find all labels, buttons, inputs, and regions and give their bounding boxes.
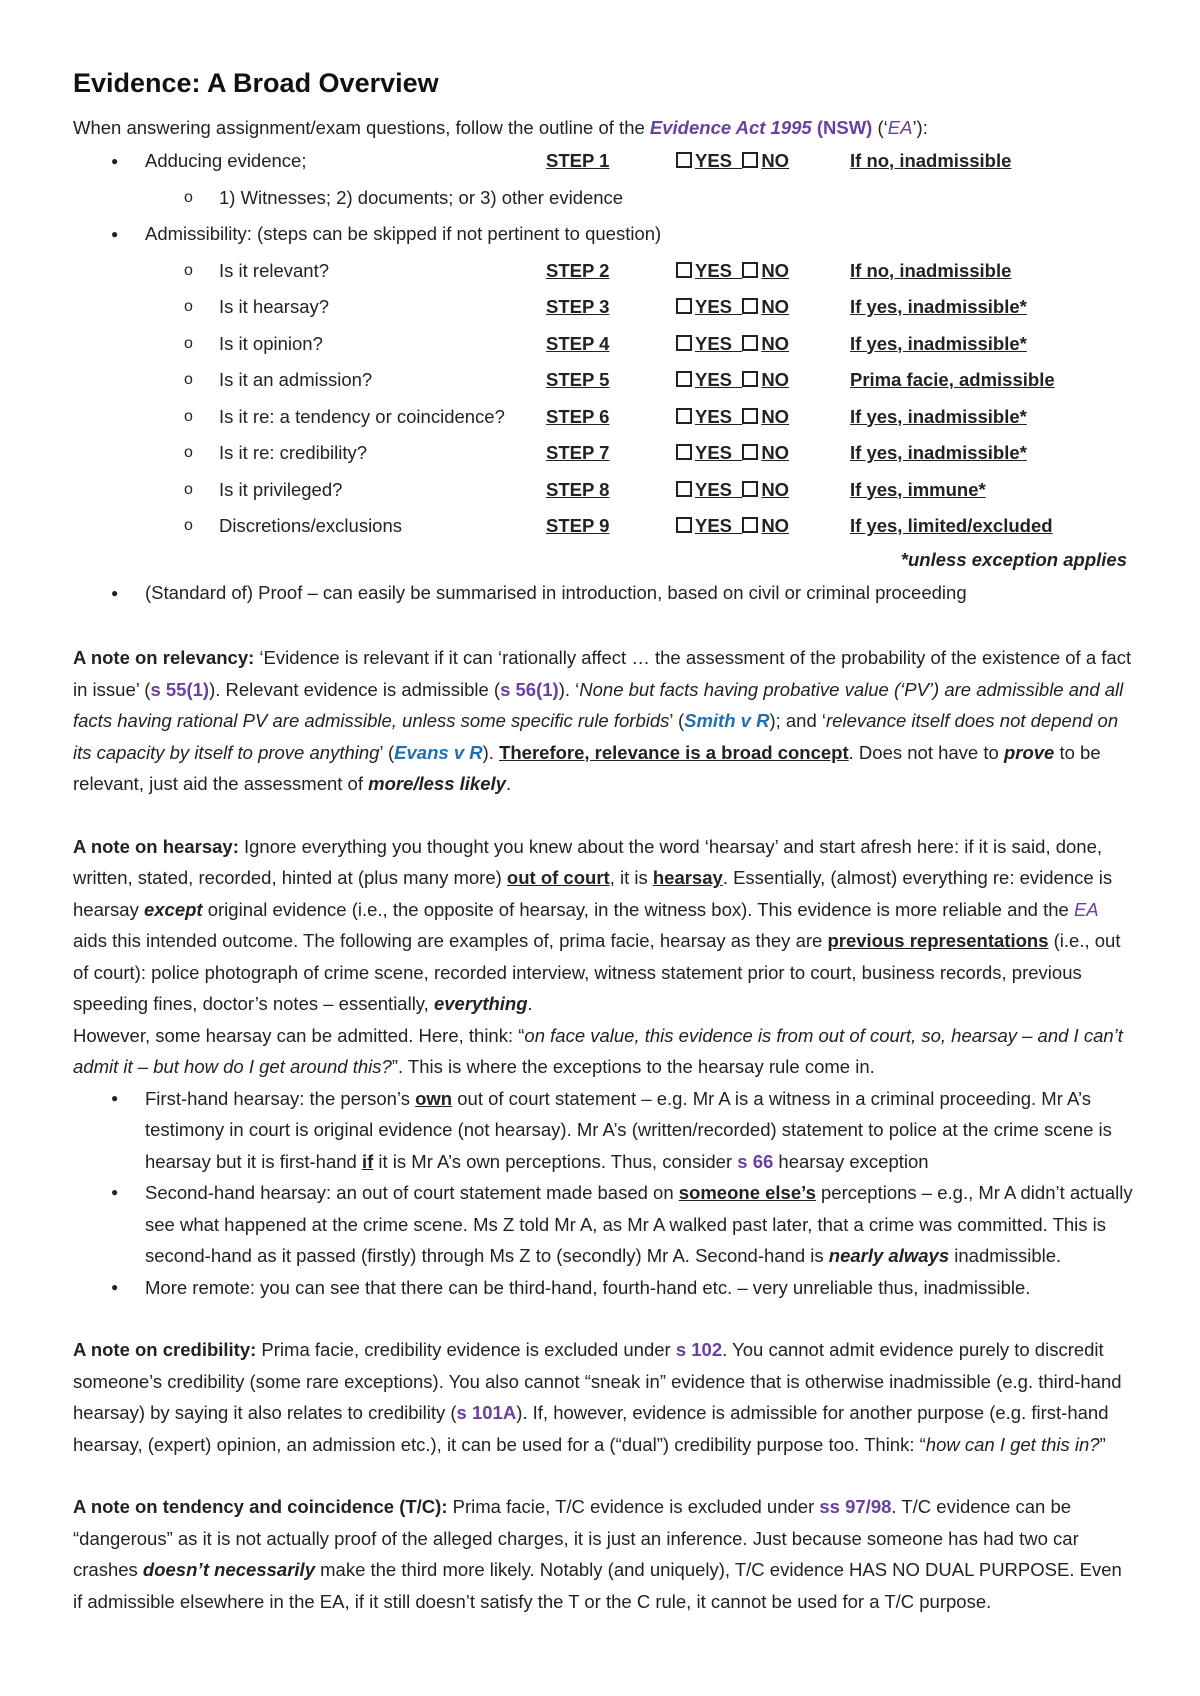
step-label: Is it opinion? xyxy=(219,332,323,354)
step-number: STEP 4 xyxy=(546,332,610,354)
no-checkbox[interactable] xyxy=(742,444,758,460)
section-ref: s 55(1) xyxy=(150,678,210,700)
sub-bullet: o xyxy=(184,444,193,461)
step-number: STEP 2 xyxy=(546,259,610,281)
step-number: STEP 1 xyxy=(546,150,610,171)
text: it is Mr A’s own perceptions. Thus, consider xyxy=(373,1150,738,1172)
emphasis: more/less likely xyxy=(368,773,506,794)
intro-text: ’): xyxy=(912,117,928,138)
step-row-7 xyxy=(73,435,1133,472)
text: . xyxy=(505,773,512,794)
list-item xyxy=(73,1177,1133,1272)
step-label: Is it re: a tendency or coincidence? xyxy=(219,405,505,427)
yes-checkbox[interactable] xyxy=(676,262,692,278)
quote: relevance itself does not depend on its capacity by itself to prove anything xyxy=(73,710,1119,763)
yes-no-checkboxes xyxy=(676,253,789,290)
bullet-dot: ● xyxy=(111,1090,119,1105)
bullet-dot: ● xyxy=(111,227,119,241)
no-checkbox[interactable] xyxy=(742,517,758,533)
no-checkbox[interactable] xyxy=(742,335,758,351)
text: ’ ( xyxy=(669,710,685,731)
text: More remote: you can see that there can be third-hand, fourth-hand etc. – very unreliable thus, inadmissible. xyxy=(145,1276,1031,1298)
text: Ignore everything you thought you knew about the word ‘hearsay’ and start afresh here: if it is said, done, written, stated, recorded, hinted at (plus many more) xyxy=(73,835,1103,888)
step-label: Is it an admission? xyxy=(219,369,373,390)
emphasis: Therefore, relevance is a broad concept xyxy=(499,741,849,763)
step-row-9 xyxy=(73,508,1133,545)
emphasis: someone else’s xyxy=(678,1182,816,1203)
text: to be relevant, just aid the assessment of xyxy=(73,741,1101,794)
list-item xyxy=(73,1272,1133,1304)
section-ref: ss 97/98 xyxy=(819,1496,892,1517)
emphasis: previous representations xyxy=(827,930,1049,951)
sub-bullet: o xyxy=(184,188,193,206)
text: However, some hearsay can be admitted. Here, think: “ xyxy=(73,1024,525,1046)
yes-no-checkboxes xyxy=(676,508,789,545)
step-result: If no, inadmissible xyxy=(850,150,1012,171)
step-result: If yes, inadmissible* xyxy=(850,332,1027,354)
step-row-5 xyxy=(73,362,1133,399)
emphasis: nearly always xyxy=(828,1245,950,1266)
emphasis: hearsay xyxy=(652,867,723,888)
relevancy-paragraph xyxy=(73,642,1133,800)
text: ). If, however, evidence is admissible for another purpose (e.g. first-hand hearsay, (expert) opinion, an admission etc.), it can be used for a (“dual”) credibility purpose too. Think: “ xyxy=(73,1402,1109,1455)
text: ). ‘ xyxy=(558,678,580,700)
yes-label: YES xyxy=(695,442,733,463)
no-checkbox[interactable] xyxy=(742,152,758,168)
quote: how can I get this in? xyxy=(925,1433,1100,1455)
text: , it is xyxy=(609,867,653,888)
step-label: Is it hearsay? xyxy=(219,296,330,317)
step-label: Is it relevant? xyxy=(219,259,330,281)
step-label: Is it privileged? xyxy=(219,478,343,500)
emphasis: except xyxy=(143,898,203,920)
list-item xyxy=(73,1083,1133,1178)
intro-paragraph xyxy=(73,113,1133,143)
text: out of court statement – e.g. Mr A is a witness in a criminal proceeding. Mr A’s testimony in court is original evidence (not hearsay). Mr A’s (written/recorded) statement to police at the crime scene is hearsay but it is first-hand xyxy=(145,1087,1112,1172)
act-jurisdiction: (NSW) xyxy=(811,117,873,138)
case-name: Evans v R xyxy=(394,741,483,763)
yes-checkbox[interactable] xyxy=(676,517,692,533)
emphasis: everything xyxy=(433,993,528,1014)
text: . xyxy=(527,993,533,1014)
text: . Does not have to xyxy=(848,741,1004,763)
step-result: If yes, limited/excluded xyxy=(850,515,1053,536)
yes-label: YES xyxy=(695,369,733,390)
emphasis: prove xyxy=(1003,741,1055,763)
text: make the third more likely. Notably (and uniquely), T/C evidence HAS NO DUAL PURPOSE. Even if admissible elsewhere in the EA, if it still doesn’t satisfy the T or the C rule, it cannot be used for a T/C purpose. xyxy=(73,1559,1122,1612)
yes-checkbox[interactable] xyxy=(676,481,692,497)
intro-text: (‘ xyxy=(872,117,888,138)
yes-no-checkboxes xyxy=(676,289,789,326)
admissibility-steps xyxy=(73,253,1133,545)
section-ref: s 102 xyxy=(675,1339,723,1360)
no-label: NO xyxy=(761,442,790,463)
no-checkbox[interactable] xyxy=(742,262,758,278)
page-title: Evidence: A Broad Overview xyxy=(73,68,439,98)
step-result: If yes, inadmissible* xyxy=(850,405,1027,427)
no-checkbox[interactable] xyxy=(742,408,758,424)
text: aids this intended outcome. The following are examples of, prima facie, hearsay as they are xyxy=(73,930,828,951)
text: . T/C evidence can be “dangerous” as it is not actually proof of the alleged charges, it is just an inference. Just because someone has had two car crashes xyxy=(73,1496,1079,1580)
step-row-8 xyxy=(73,472,1133,509)
text: Prima facie, T/C evidence is excluded under xyxy=(447,1496,820,1517)
step-row-4 xyxy=(73,326,1133,363)
proof-item xyxy=(73,575,1133,612)
adducing-sub-item xyxy=(73,180,1133,217)
step-number: STEP 7 xyxy=(546,442,610,463)
step-result: If yes, immune* xyxy=(850,478,986,500)
text: ”. This is where the exceptions to the hearsay rule come in. xyxy=(391,1056,875,1077)
hearsay-paragraph-2 xyxy=(73,1020,1133,1083)
yes-label: YES xyxy=(695,150,733,171)
yes-label: YES xyxy=(695,296,733,317)
text: Second-hand hearsay: an out of court statement made based on xyxy=(145,1182,679,1203)
text: inadmissible. xyxy=(949,1245,1062,1266)
case-name: Smith v R xyxy=(684,710,770,731)
hearsay-list xyxy=(73,1083,1133,1304)
footnote: *unless exception applies xyxy=(900,548,1127,570)
no-label: NO xyxy=(761,369,790,390)
text: ). xyxy=(482,741,500,763)
yes-checkbox[interactable] xyxy=(676,335,692,351)
yes-checkbox[interactable] xyxy=(676,152,692,168)
yes-no-checkboxes xyxy=(676,435,789,472)
text: ” xyxy=(1099,1433,1106,1455)
no-label: NO xyxy=(761,259,790,281)
text: original evidence (i.e., the opposite of hearsay, in the witness box). This evidence is more reliable and the xyxy=(202,898,1074,920)
text: First-hand hearsay: the person’s xyxy=(145,1087,416,1109)
bullet-dot: ● xyxy=(111,154,119,168)
step-row-2 xyxy=(73,253,1133,290)
yes-checkbox[interactable] xyxy=(676,371,692,387)
section-heading: A note on hearsay: xyxy=(73,835,239,857)
step-number: STEP 3 xyxy=(546,296,610,317)
yes-checkbox[interactable] xyxy=(676,298,692,314)
yes-checkbox[interactable] xyxy=(676,444,692,460)
act-abbrev: EA xyxy=(887,117,913,138)
admissibility-item xyxy=(73,216,1133,253)
sub-bullet: o xyxy=(184,407,193,425)
step-number: STEP 5 xyxy=(546,369,610,390)
yes-no-checkboxes xyxy=(676,143,789,180)
step-result: If yes, inadmissible* xyxy=(850,296,1027,317)
step-result: Prima facie, admissible xyxy=(850,369,1055,390)
no-checkbox[interactable] xyxy=(742,481,758,497)
section-ref: s 66 xyxy=(737,1150,774,1172)
act-abbrev: EA xyxy=(1073,898,1099,920)
intro-text: When answering assignment/exam questions, follow the outline of the xyxy=(73,117,650,138)
no-checkbox[interactable] xyxy=(742,298,758,314)
emphasis: doesn’t necessarily xyxy=(142,1559,315,1580)
sub-bullet: o xyxy=(184,261,193,279)
act-name: Evidence Act 1995 xyxy=(649,117,812,138)
step-row-6 xyxy=(73,399,1133,436)
step-row-3 xyxy=(73,289,1133,326)
yes-label: YES xyxy=(695,332,733,354)
admissibility-label: Admissibility: (steps can be skipped if not pertinent to question) xyxy=(145,223,662,244)
yes-no-checkboxes xyxy=(676,362,789,399)
no-checkbox[interactable] xyxy=(742,371,758,387)
step-number: STEP 6 xyxy=(546,405,610,427)
sub-bullet: o xyxy=(184,371,193,388)
no-label: NO xyxy=(761,515,790,536)
tendency-paragraph xyxy=(73,1491,1133,1617)
text: . You cannot admit evidence purely to discredit someone’s credibility (some rare exceptions). You also cannot “sneak in” evidence that is otherwise inadmissible (e.g. third-hand hearsay) by saying it also relates to credibility ( xyxy=(73,1339,1122,1423)
section-ref: s 101A xyxy=(456,1402,517,1423)
text: ’ ( xyxy=(379,741,395,763)
no-label: NO xyxy=(761,478,790,500)
bullet-dot: ● xyxy=(111,1185,119,1199)
no-label: NO xyxy=(761,332,790,354)
yes-label: YES xyxy=(695,405,733,427)
section-heading: A note on relevancy: xyxy=(73,647,255,668)
sub-bullet: o xyxy=(184,298,193,315)
bullet-dot: ● xyxy=(111,1279,119,1294)
yes-no-checkboxes xyxy=(676,472,789,509)
step-label: Is it re: credibility? xyxy=(219,442,368,463)
yes-label: YES xyxy=(695,478,733,500)
no-label: NO xyxy=(761,405,790,427)
quote: on face value, this evidence is from out of court, so, hearsay – and I can’t admit it – but how do I get around this? xyxy=(73,1024,1123,1077)
section-heading: A note on tendency and coincidence (T/C): xyxy=(73,1496,448,1517)
step-number: STEP 8 xyxy=(546,478,610,500)
text: . Essentially, (almost) everything re: evidence is hearsay xyxy=(73,867,1113,920)
yes-label: YES xyxy=(695,259,733,281)
no-label: NO xyxy=(761,150,790,171)
yes-no-checkboxes xyxy=(676,326,789,363)
sub-bullet: o xyxy=(184,334,193,352)
section-heading: A note on credibility: xyxy=(73,1339,257,1360)
emphasis: out of court xyxy=(506,867,610,888)
yes-no-checkboxes xyxy=(676,399,789,436)
text: (i.e., out of court): police photograph of crime scene, recorded interview, witness statement prior to court, business records, previous speeding fines, doctor’s notes – essentially, xyxy=(73,930,1121,1014)
step-row-1 xyxy=(73,143,1133,180)
hearsay-paragraph xyxy=(73,831,1133,1020)
no-label: NO xyxy=(761,296,790,317)
text: hearsay exception xyxy=(773,1150,929,1172)
text: ). Relevant evidence is admissible ( xyxy=(209,678,501,700)
text: Prima facie, credibility evidence is excluded under xyxy=(256,1339,676,1360)
credibility-paragraph xyxy=(73,1334,1133,1460)
text: ‘Evidence is relevant if it can ‘rationally affect … the assessment of the probability of the existence of a fact in issue’ ( xyxy=(73,647,1132,700)
bullet-dot: ● xyxy=(111,585,119,600)
step-label: Discretions/exclusions xyxy=(219,515,403,536)
emphasis: own xyxy=(415,1087,453,1109)
step-result: If yes, inadmissible* xyxy=(850,442,1027,463)
quote: None but facts having probative value (‘PV’) are admissible and all facts having rational PV are admissible, unless some specific rule forbids xyxy=(73,678,1124,731)
section-ref: s 56(1) xyxy=(500,678,559,700)
step-result: If no, inadmissible xyxy=(850,259,1012,281)
step-number: STEP 9 xyxy=(546,515,610,536)
document-page xyxy=(73,68,1133,1617)
emphasis: if xyxy=(361,1150,374,1172)
yes-label: YES xyxy=(695,515,733,536)
sub-bullet: o xyxy=(184,480,193,498)
sub-bullet: o xyxy=(184,517,193,534)
text: ); and ‘ xyxy=(769,710,827,731)
step-label: Adducing evidence; xyxy=(145,150,307,171)
sub-item-label: 1) Witnesses; 2) documents; or 3) other evidence xyxy=(219,186,624,208)
yes-checkbox[interactable] xyxy=(676,408,692,424)
proof-label: (Standard of) Proof – can easily be summarised in introduction, based on civil or criminal proceeding xyxy=(145,581,967,603)
text: perceptions – e.g., Mr A didn’t actually see what happened at the crime scene. Ms Z told Mr A, as Mr A walked past later, that a crime was committed. This is second-hand as it passed (firstly) through Ms Z to (secondly) Mr A. Second-hand is xyxy=(145,1182,1133,1266)
